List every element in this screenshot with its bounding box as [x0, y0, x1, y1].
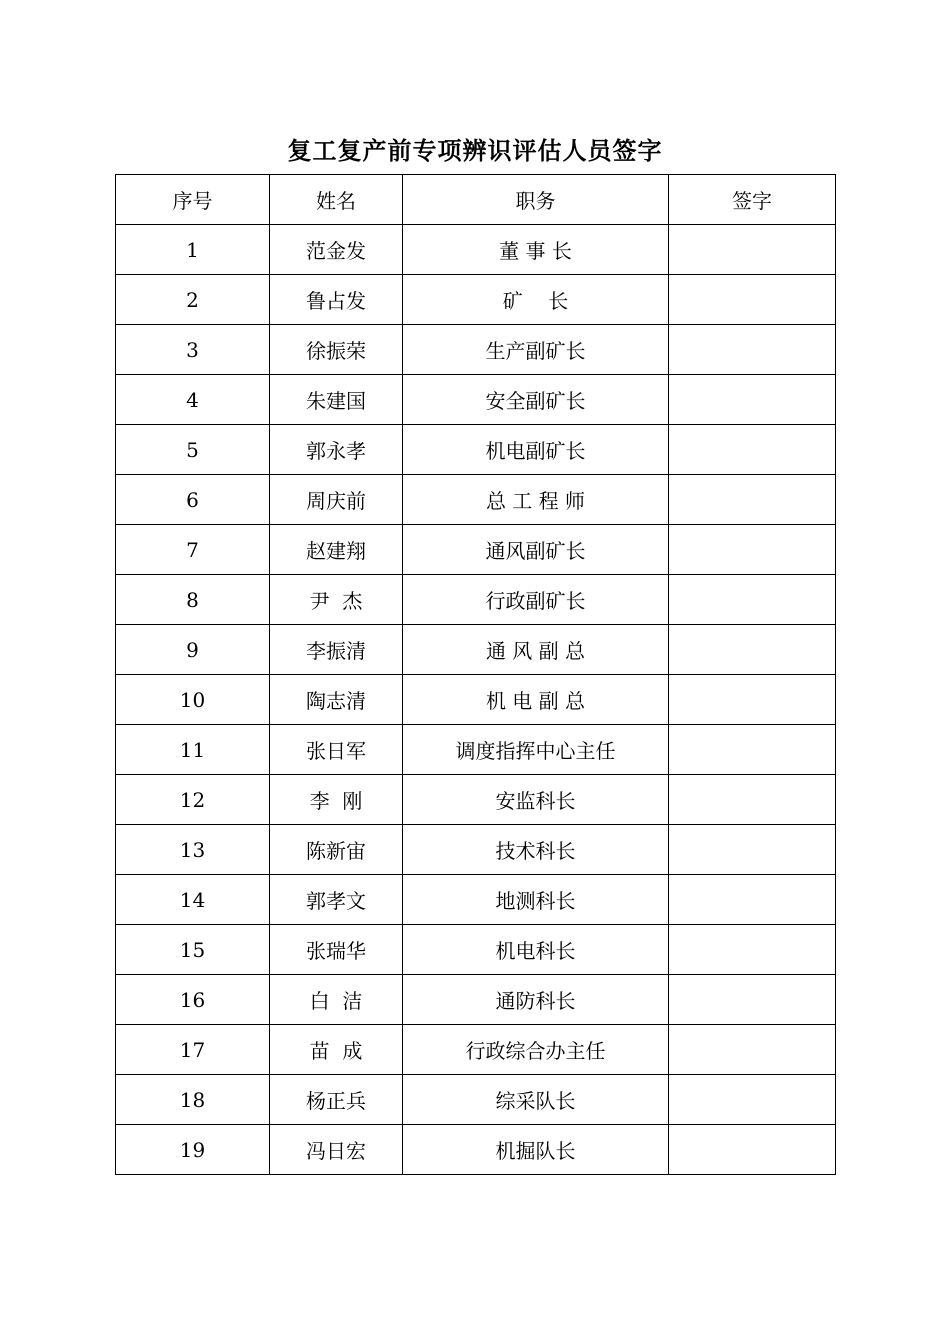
table-row	[116, 725, 836, 775]
signature-cell[interactable]	[669, 675, 836, 725]
table-header-row	[116, 175, 836, 225]
signature-cell[interactable]	[669, 575, 836, 625]
signature-cell[interactable]	[669, 925, 836, 975]
serial-number-cell: 16	[116, 975, 270, 1025]
signature-cell[interactable]	[669, 275, 836, 325]
header-serial-number: 序号	[116, 175, 270, 225]
position-cell: 通 风 副 总	[403, 625, 669, 675]
position-cell: 技术科长	[403, 825, 669, 875]
name-cell: 冯日宏	[270, 1125, 403, 1175]
name-cell: 范金发	[270, 225, 403, 275]
serial-number-cell: 14	[116, 875, 270, 925]
serial-number-cell: 15	[116, 925, 270, 975]
header-name: 姓名	[270, 175, 403, 225]
position-cell: 机掘队长	[403, 1125, 669, 1175]
signature-cell[interactable]	[669, 325, 836, 375]
name-cell: 陈新宙	[270, 825, 403, 875]
serial-number-cell: 11	[116, 725, 270, 775]
table-row	[116, 925, 836, 975]
signature-table	[115, 174, 836, 1175]
table-row	[116, 875, 836, 925]
signature-cell[interactable]	[669, 1025, 836, 1075]
table-row	[116, 475, 836, 525]
table-row	[116, 275, 836, 325]
serial-number-cell: 1	[116, 225, 270, 275]
serial-number-cell: 5	[116, 425, 270, 475]
serial-number-cell: 10	[116, 675, 270, 725]
name-cell: 朱建国	[270, 375, 403, 425]
position-cell: 行政综合办主任	[403, 1025, 669, 1075]
header-signature: 签字	[669, 175, 836, 225]
serial-number-cell: 8	[116, 575, 270, 625]
position-cell: 地测科长	[403, 875, 669, 925]
name-cell: 周庆前	[270, 475, 403, 525]
position-cell: 行政副矿长	[403, 575, 669, 625]
signature-cell[interactable]	[669, 475, 836, 525]
table-row	[116, 525, 836, 575]
position-cell: 调度指挥中心主任	[403, 725, 669, 775]
table-row	[116, 425, 836, 475]
signature-cell[interactable]	[669, 975, 836, 1025]
signature-cell[interactable]	[669, 775, 836, 825]
name-cell: 李振清	[270, 625, 403, 675]
name-cell: 尹 杰	[270, 575, 403, 625]
table-row	[116, 375, 836, 425]
serial-number-cell: 9	[116, 625, 270, 675]
table-row	[116, 775, 836, 825]
table-row	[116, 625, 836, 675]
table-row	[116, 975, 836, 1025]
serial-number-cell: 17	[116, 1025, 270, 1075]
serial-number-cell: 3	[116, 325, 270, 375]
signature-cell[interactable]	[669, 525, 836, 575]
serial-number-cell: 13	[116, 825, 270, 875]
name-cell: 赵建翔	[270, 525, 403, 575]
position-cell: 机电副矿长	[403, 425, 669, 475]
table-row	[116, 825, 836, 875]
signature-cell[interactable]	[669, 1125, 836, 1175]
table-row	[116, 675, 836, 725]
serial-number-cell: 12	[116, 775, 270, 825]
signature-cell[interactable]	[669, 1075, 836, 1125]
name-cell: 张瑞华	[270, 925, 403, 975]
signature-cell[interactable]	[669, 875, 836, 925]
header-position: 职务	[403, 175, 669, 225]
table-row	[116, 1025, 836, 1075]
name-cell: 李 刚	[270, 775, 403, 825]
position-cell: 机电科长	[403, 925, 669, 975]
name-cell: 郭永孝	[270, 425, 403, 475]
position-cell: 董 事 长	[403, 225, 669, 275]
document-title: 复工复产前专项辨识评估人员签字	[287, 136, 663, 165]
table-row	[116, 225, 836, 275]
name-cell: 徐振荣	[270, 325, 403, 375]
serial-number-cell: 18	[116, 1075, 270, 1125]
name-cell: 杨正兵	[270, 1075, 403, 1125]
position-cell: 通风副矿长	[403, 525, 669, 575]
name-cell: 陶志清	[270, 675, 403, 725]
table-body	[116, 225, 836, 1175]
serial-number-cell: 2	[116, 275, 270, 325]
signature-cell[interactable]	[669, 225, 836, 275]
position-cell: 生产副矿长	[403, 325, 669, 375]
signature-cell[interactable]	[669, 825, 836, 875]
position-cell: 总 工 程 师	[403, 475, 669, 525]
signature-cell[interactable]	[669, 425, 836, 475]
name-cell: 郭孝文	[270, 875, 403, 925]
signature-cell[interactable]	[669, 625, 836, 675]
name-cell: 白 洁	[270, 975, 403, 1025]
position-cell: 综采队长	[403, 1075, 669, 1125]
serial-number-cell: 4	[116, 375, 270, 425]
serial-number-cell: 6	[116, 475, 270, 525]
position-cell: 安全副矿长	[403, 375, 669, 425]
name-cell: 鲁占发	[270, 275, 403, 325]
table-row	[116, 1075, 836, 1125]
serial-number-cell: 7	[116, 525, 270, 575]
table-row	[116, 575, 836, 625]
name-cell: 张日军	[270, 725, 403, 775]
position-cell: 机 电 副 总	[403, 675, 669, 725]
name-cell: 苗 成	[270, 1025, 403, 1075]
position-cell: 安监科长	[403, 775, 669, 825]
signature-cell[interactable]	[669, 375, 836, 425]
signature-cell[interactable]	[669, 725, 836, 775]
position-cell: 矿 长	[403, 275, 669, 325]
table-row	[116, 1125, 836, 1175]
position-cell: 通防科长	[403, 975, 669, 1025]
table-row	[116, 325, 836, 375]
serial-number-cell: 19	[116, 1125, 270, 1175]
